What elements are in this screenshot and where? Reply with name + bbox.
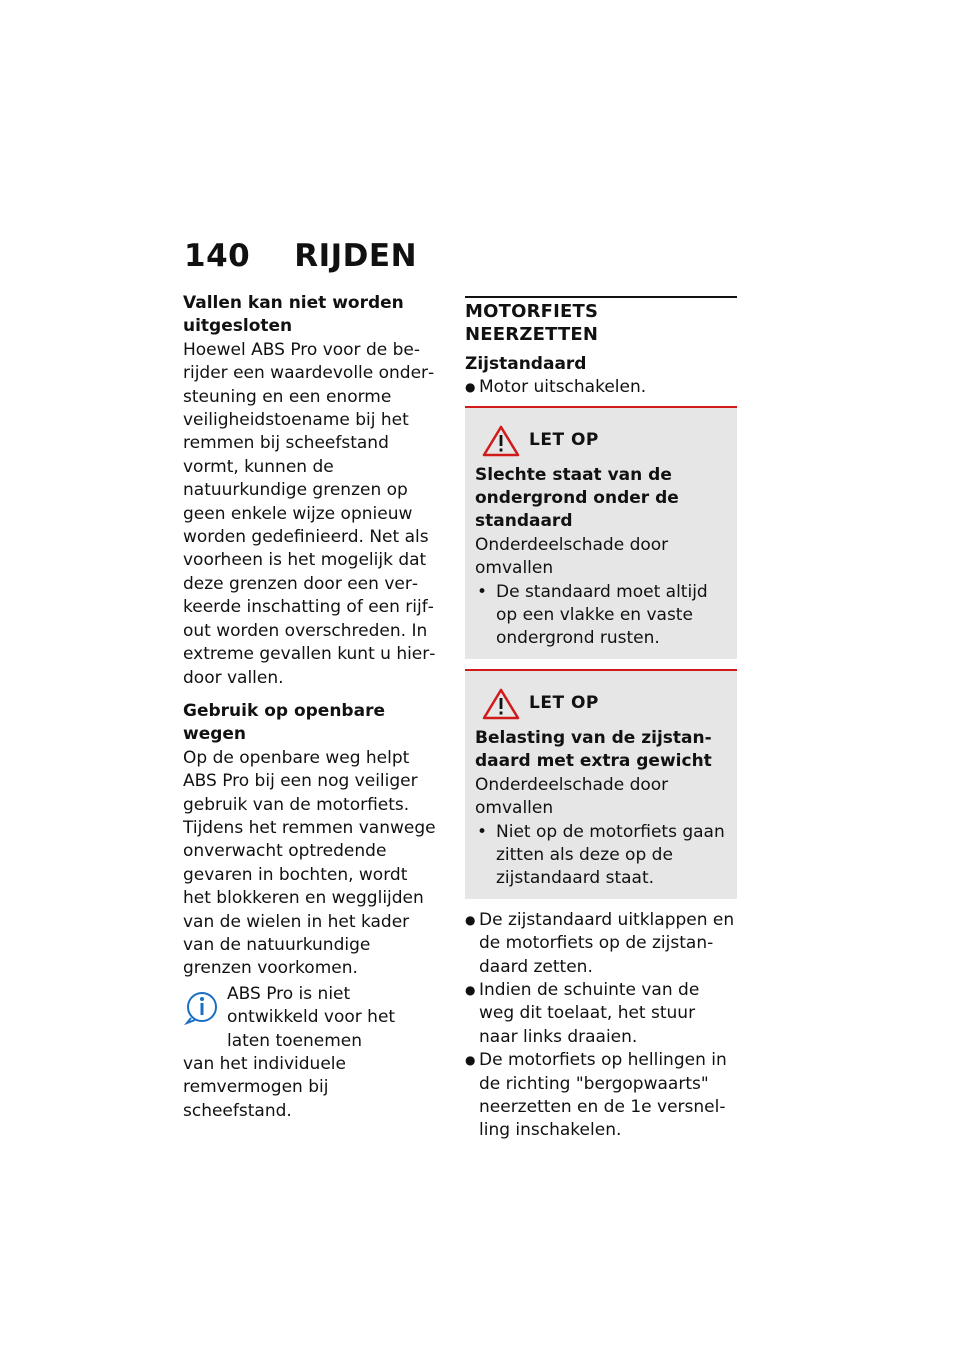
page-section-title: RIJDEN: [294, 238, 418, 274]
list-item: ● Motor uitschakelen.: [465, 376, 737, 399]
page-number: 140: [184, 238, 251, 274]
paragraph-falling: Hoewel ABS Pro voor de berijder een waardevolle ondersteuning en een enorme veiligheidstoename bij het remmen bij scheefstand vormt, kunnen de natuurkundige grenzen op geen enkele wijze opnieuw worden gedefinieerd. Net als voorheen is het mogelijk dat deze grenzen door een verkeerde inschatting of een rijfout worden overschreden. In extreme gevallen kunt u hierdoor vallen.: [183, 339, 436, 688]
heading-falling: Vallen kan niet worden uitgesloten: [183, 293, 404, 337]
info-icon: [183, 987, 221, 1025]
paragraph-public-roads: Op de openbare weg helpt ABS Pro bij een nog veiliger gebruik van de motorfiets. Tijdens het remmen vanwege onverwacht optredende gevaren in bochten, wordt het blokkeren en wegglijden van de wielen in het kader van de natuurkundige grenzen voorkomen.: [183, 747, 436, 979]
heading-public-roads: Gebruik op openbare wegen: [183, 700, 385, 745]
list-item: • Niet op de motorfiets gaan zitten als deze op de zijstandaard staat.: [475, 821, 729, 891]
warning-box-2: [465, 669, 737, 899]
warning-consequence: Onderdeelschade door omvallen: [475, 774, 669, 819]
warning-consequence: Onderdeelschade door omvallen: [475, 534, 669, 579]
note-text-2: van het individuele remvermogen bij scheefstand.: [183, 1054, 346, 1121]
warning-header: [475, 424, 729, 458]
left-column: [183, 292, 438, 1123]
warning-box-1: [465, 406, 737, 659]
note-text-1: ABS Pro is niet ontwikkeld voor het laten toenemen: [227, 983, 396, 1051]
warning-title: Belasting van de zijstandaard met extra gewicht: [475, 727, 712, 772]
list-item: • De standaard moet altijd op een vlakke en vaste ondergrond rusten.: [475, 581, 729, 651]
list-item: ● De motorfiets op hellingen in de richting "bergopwaarts" neerzetten en de 1e versnelling inschakelen.: [465, 1049, 737, 1143]
subheading-side-stand: Zijstandaard: [465, 353, 587, 374]
list-item: ● De zijstandaard uitklappen en de motorfiets op de zijstandaard zetten.: [465, 909, 737, 979]
warning-label: LET OP: [529, 429, 599, 450]
step-list-2: [465, 909, 737, 1143]
warning-label: LET OP: [529, 693, 599, 714]
step-list-1: [465, 376, 737, 399]
warning-actions: [475, 581, 729, 651]
list-item: ● Indien de schuinte van de weg dit toelaat, het stuur naar links draaien.: [465, 979, 737, 1049]
page-header: [184, 238, 417, 278]
right-column: [465, 296, 737, 1143]
info-note: [183, 983, 438, 1123]
warning-header: [475, 687, 729, 721]
warning-actions: [475, 821, 729, 891]
section-heading: MOTORFIETS NEERZETTEN: [465, 296, 737, 347]
warning-title: Slechte staat van de ondergrond onder de standaard: [475, 464, 679, 532]
warning-triangle-icon: [481, 687, 521, 721]
warning-triangle-icon: [481, 424, 521, 458]
